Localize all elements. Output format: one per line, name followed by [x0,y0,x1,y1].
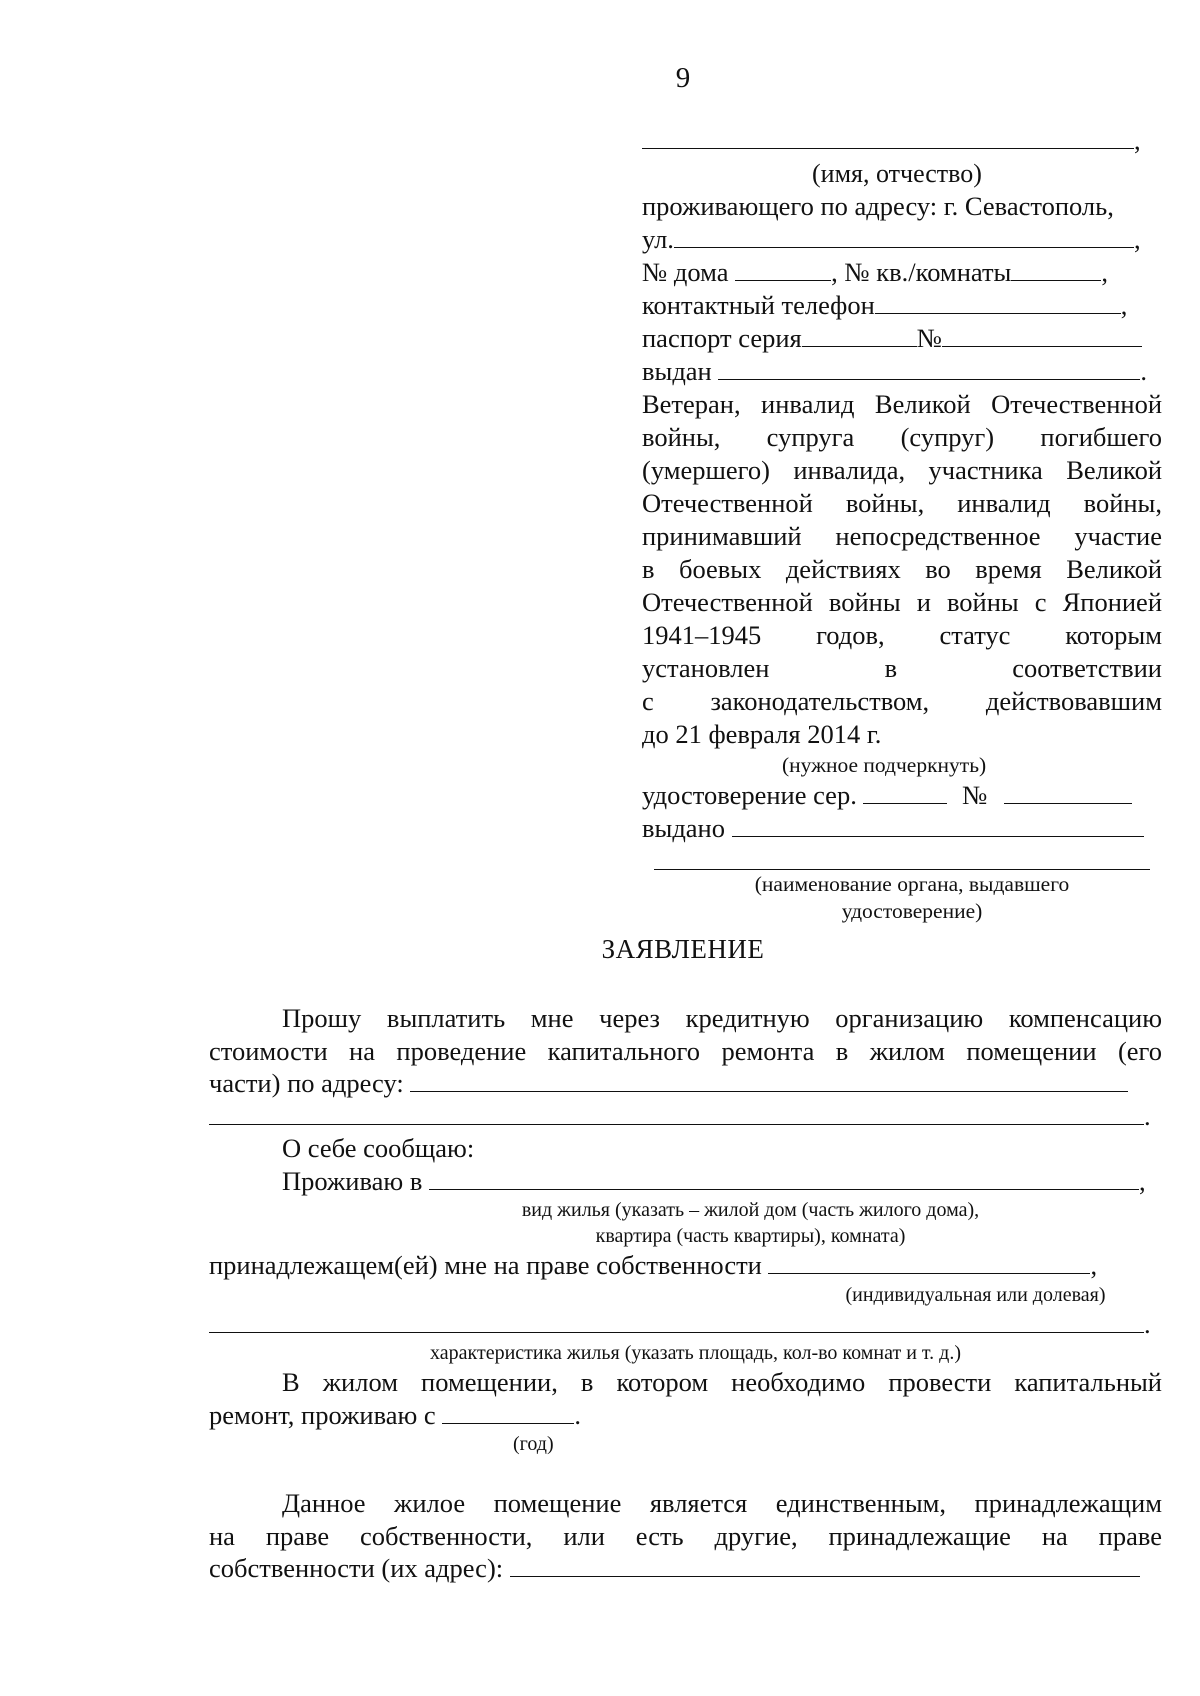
veteran-line: установлен в соответствии [642,653,1162,683]
house-apartment-line: № дома , № кв./комнаты , [642,257,1108,287]
ownership-field[interactable] [768,1251,1090,1274]
veteran-line: Ветеран, инвалид Великой Отечественной [642,389,1162,419]
certificate-issued-field[interactable] [732,814,1144,837]
repair-address-field[interactable] [410,1069,1128,1092]
applicant-header [642,124,1162,925]
document-title: ЗАЯВЛЕНИЕ [601,934,765,964]
housing-type-caption: вид жилья (указать – жилой дом (часть жилого дома), квартира (часть квартиры), комната) [521,1199,980,1247]
characteristics-field[interactable] [209,1310,1144,1333]
passport-series-field[interactable] [802,324,917,347]
address-line-2: . [209,1100,1162,1133]
since-line: В жилом помещении, в котором необходимо провести капитальный [282,1367,1162,1397]
certificate-issued-line-2 [642,845,1162,865]
veteran-line: Отечественной войны и войны с Японией [642,587,1162,617]
application-body [209,1002,1162,1585]
apartment-number-field[interactable] [1011,258,1101,281]
veteran-line: с законодательством, действовавшим [642,686,1162,716]
characteristics-caption: характеристика жилья (указать площадь, кол-во комнат и т. д.) [430,1342,961,1364]
veteran-line: принимавший непосредственное участие [642,521,1162,551]
page-number: 9 [675,62,691,94]
since-line-2: ремонт, проживаю с . [209,1399,581,1430]
other-address-field[interactable] [510,1554,1140,1577]
issued-by-field[interactable] [718,357,1140,380]
other-address-line: собственности (их адрес): [209,1552,1162,1585]
name-line: , [642,124,1162,157]
ownership-caption: (индивидуальная или долевая) [845,1283,1106,1306]
spacer [209,1457,1162,1487]
characteristics-line: . [209,1308,1162,1341]
phone-field[interactable] [875,291,1121,314]
request-line: стоимости на проведение капитального ремонта в жилом помещении (его [209,1035,1162,1066]
ownership-line: принадлежащем(ей) мне на праве собственности , [209,1250,1098,1280]
house-number-field[interactable] [735,258,831,281]
about-self: О себе сообщаю: [282,1133,475,1163]
veteran-line: в боевых действиях во время Великой [642,554,1162,584]
certificate-issued-field-2[interactable] [654,863,1150,870]
veteran-line: 1941–1945 годов, статус которым [642,620,1162,650]
street-line: ул. , [642,224,1141,254]
passport-number-field[interactable] [942,324,1142,347]
underline-caption: (нужное подчеркнуть) [782,753,987,777]
address-intro: проживающего по адресу: г. Севастополь, [642,191,1114,221]
veteran-last-line: до 21 февраля 2014 г. [642,719,882,749]
veteran-line: войны, супруга (супруг) погибшего [642,422,1162,452]
since-year-field[interactable] [442,1401,574,1424]
live-in-line: Проживаю в , [282,1165,1146,1196]
street-field[interactable] [674,225,1134,248]
certificate-number-field[interactable] [1004,781,1132,804]
name-field[interactable] [642,126,1134,149]
year-caption: (год) [513,1433,554,1455]
veteran-line: (умершего) инвалида, участника Великой [642,455,1162,485]
certificate-line: удостоверение сер. № [642,779,1162,812]
passport-line: паспорт серия № [642,322,1162,355]
only-line: на праве собственности, или есть другие, принадлежащие на праве [209,1520,1162,1551]
repair-address-field-2[interactable] [209,1102,1144,1125]
certificate-series-field[interactable] [863,781,947,804]
issued-line: выдан . [642,356,1147,386]
address-line: части) по адресу: [209,1067,1162,1100]
authority-caption: (наименование органа, выдавшего удостоверение) [754,872,1070,923]
veteran-line: Отечественной войны, инвалид войны, [642,488,1162,518]
housing-type-field[interactable] [429,1167,1139,1190]
request-line: Прошу выплатить мне через кредитную организацию компенсацию [282,1003,1162,1033]
phone-line: контактный телефон , [642,290,1128,320]
certificate-issued-line: выдано [642,812,1162,845]
only-line: Данное жилое помещение является единственным, принадлежащим [282,1488,1162,1518]
name-caption: (имя, отчество) [812,159,982,188]
